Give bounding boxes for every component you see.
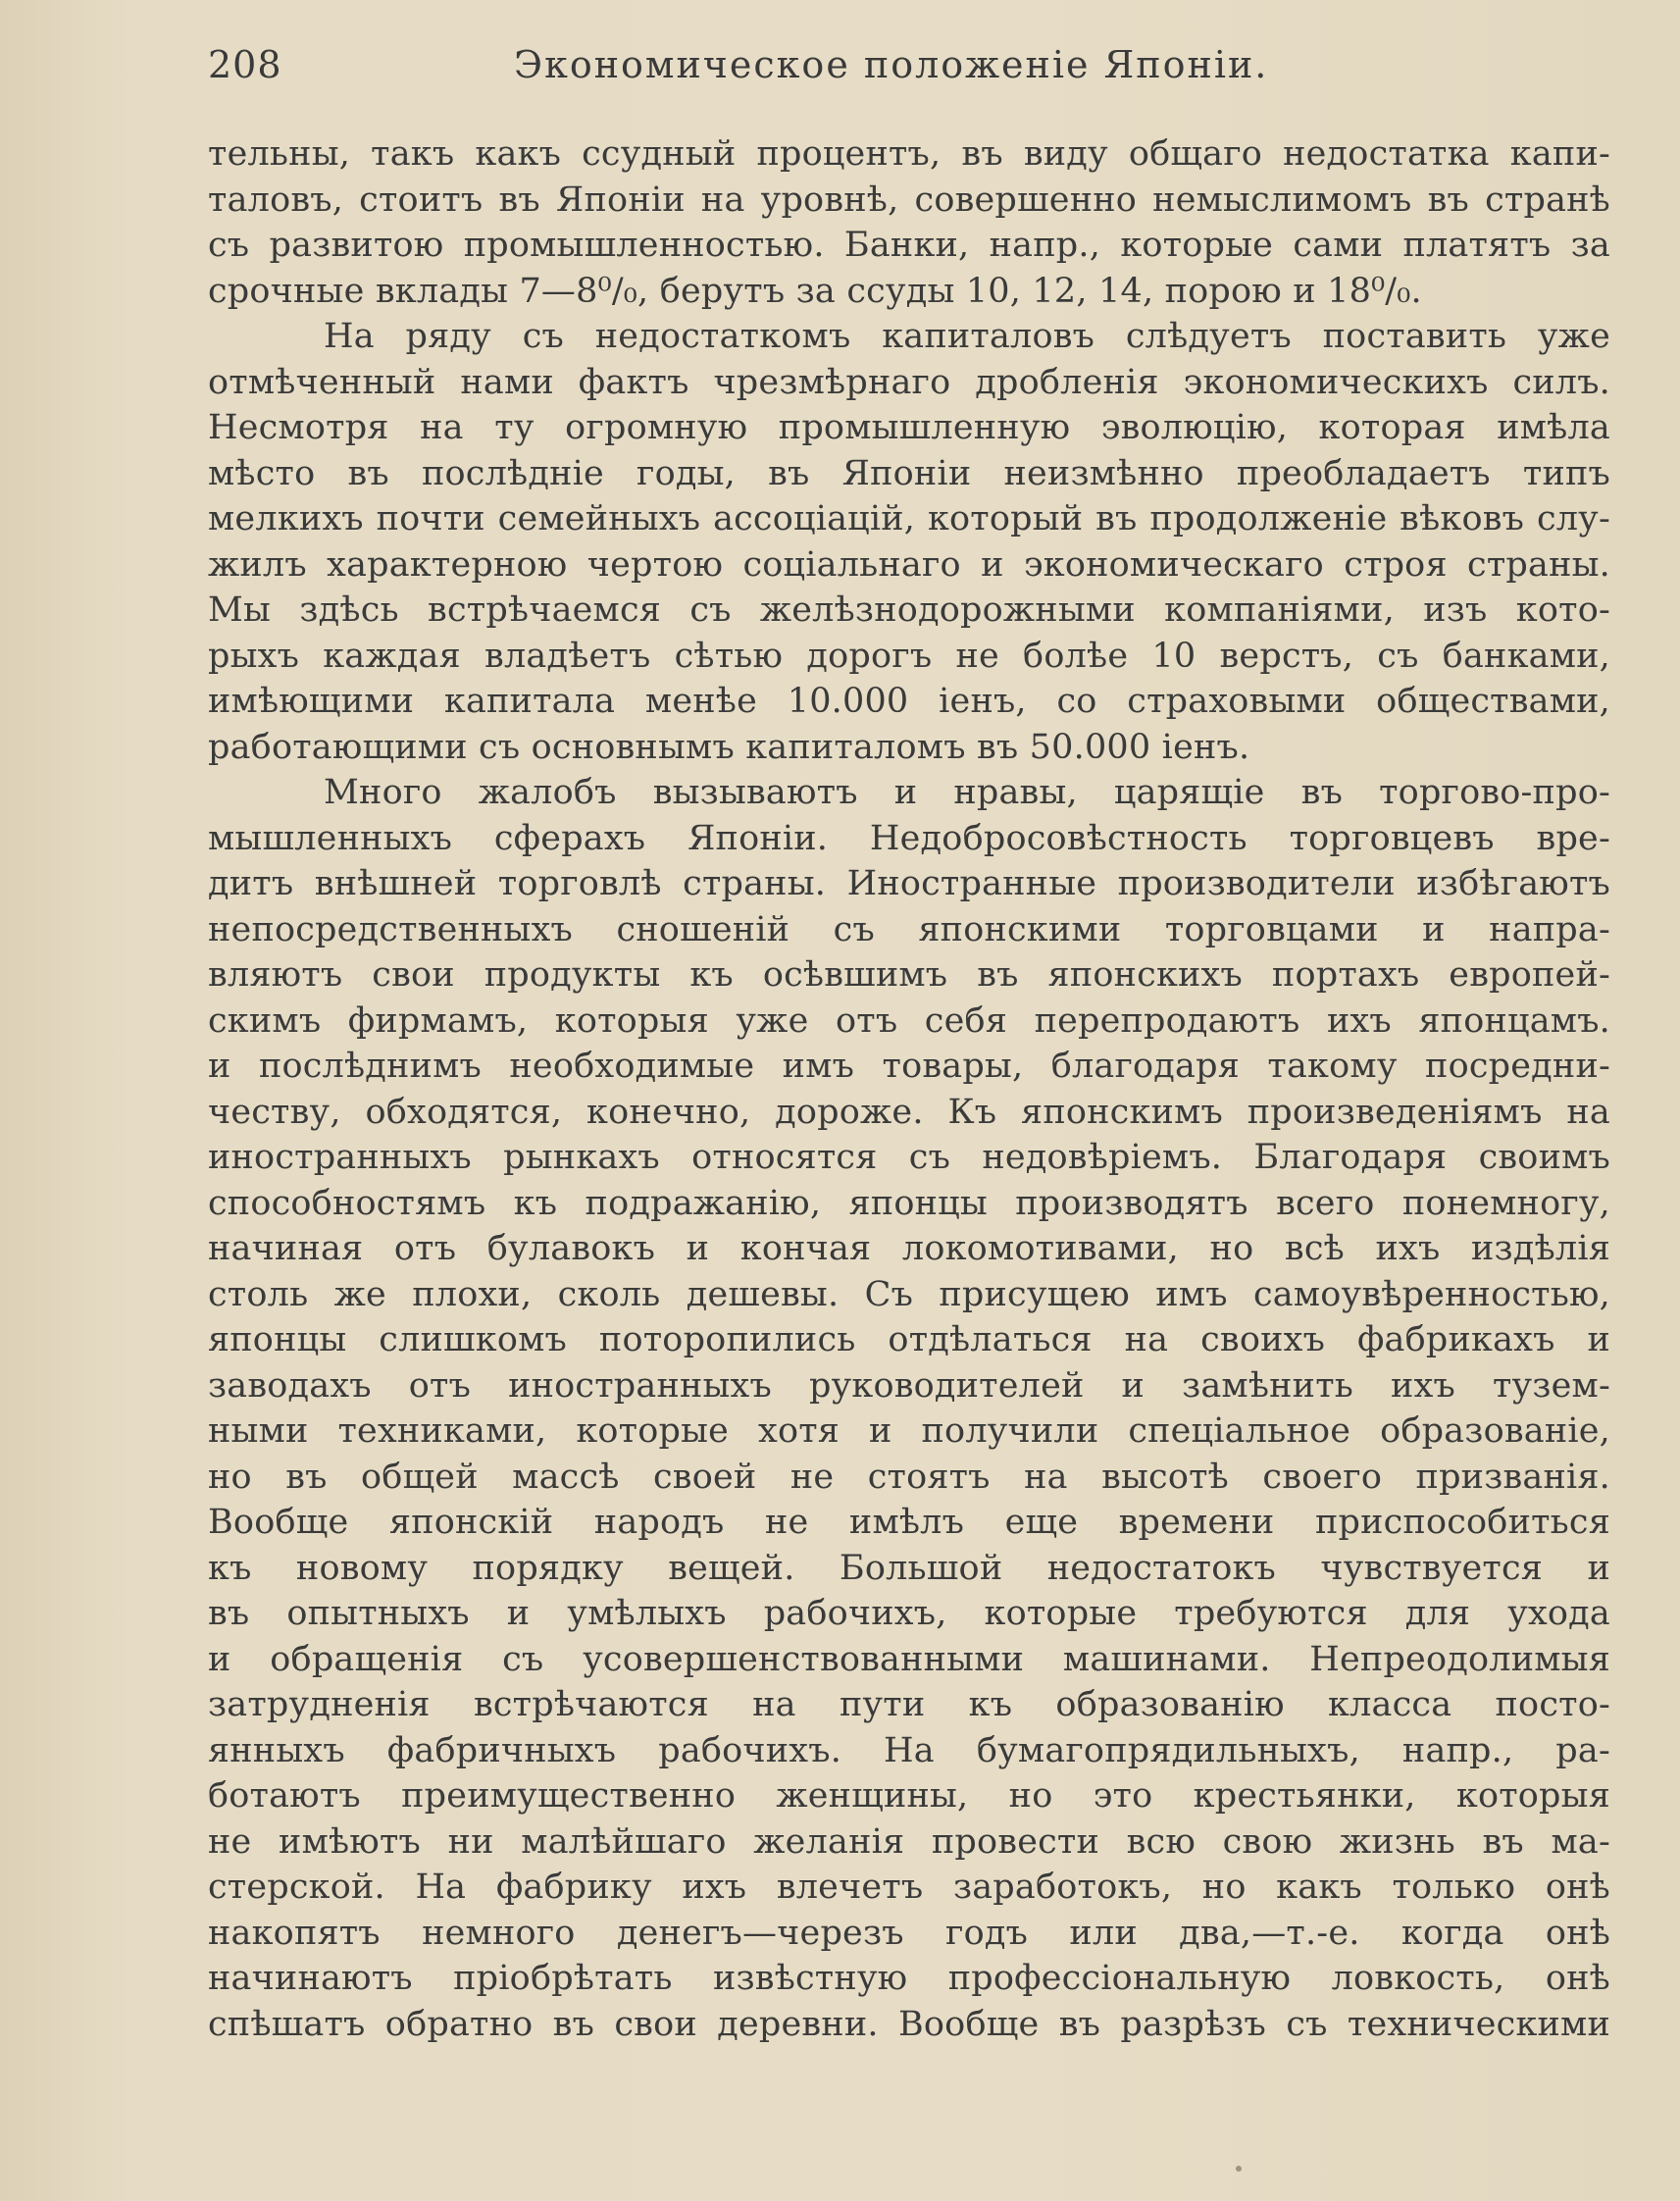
text-line: начиная отъ булавокъ и кончая локомотивами, но всѣ ихъ издѣлія [208,1229,1610,1268]
text-line: начинаютъ пріобрѣтать извѣстную профессіональную ловкость, онѣ [208,1959,1610,1998]
text-line: На ряду съ недостаткомъ капиталовъ слѣдуетъ поставить уже [324,317,1610,356]
text-line: съ развитою промышленностью. Банки, напр., которые сами платятъ за [208,226,1610,265]
text-line: и послѣднимъ необходимые имъ товары, благодаря такому посредни- [208,1047,1610,1086]
text-line: стерской. На фабрику ихъ влечетъ заработокъ, но какъ только онѣ [208,1868,1610,1907]
text-line: отмѣченный нами фактъ чрезмѣрнаго дробленія экономическихъ силъ. [208,362,1610,402]
text-line: жилъ характерною чертою соціальнаго и экономическаго строя страны. [208,544,1610,585]
body-text [208,131,1610,2047]
text-line: накопятъ немного денегъ—черезъ годъ или два,—т.-е. когда онѣ [208,1913,1610,1953]
text-line: не имѣютъ ни малѣйшаго желанія провести всю свою жизнь въ ма- [208,1821,1610,1862]
text-line: непосредственныхъ сношеній съ японскими торговцами и напра- [208,909,1610,949]
text-line: работающими съ основнымъ капиталомъ въ 50.000 іенъ. [208,727,1250,767]
text-line: мелкихъ почти семейныхъ ассоціацій, который въ продолженіе вѣковъ слу- [208,499,1610,538]
text-line: но въ общей массѣ своей не стоятъ на высотѣ своего призванія. [208,1457,1610,1497]
text-line: способностямъ къ подражанію, японцы производятъ всего понемногу, [208,1183,1610,1223]
text-line: къ новому порядку вещей. Большой недостатокъ чувствуется и [208,1548,1610,1588]
text-line: тельны, такъ какъ ссудный процентъ, въ виду общаго недостатка капи- [208,134,1610,174]
running-title: Экономическое положеніе Японіи. [514,43,1269,86]
ink-spot [1236,2166,1242,2172]
text-line: Вообще японскій народъ не имѣлъ еще времени приспособиться [208,1503,1610,1542]
text-line: имѣющими капитала менѣе 10.000 іенъ, со страховыми обществами, [208,682,1610,721]
text-line: и обращенія съ усовершенствованными машинами. Непреодолимыя [208,1639,1610,1679]
text-line: мѣсто въ послѣдніе годы, въ Японіи неизмѣнно преобладаетъ типъ [208,453,1610,493]
page-header [208,43,1610,102]
text-line: срочные вклады 7—8⁰/₀, берутъ за ссуды 10, 12, 14, порою и 18⁰/₀. [208,271,1422,311]
text-line: японцы слишкомъ поторопились отдѣлаться на своихъ фабрикахъ и [208,1320,1610,1359]
text-line: затрудненія встрѣчаются на пути къ образованію класса посто- [208,1685,1610,1724]
text-line: честву, обходятся, конечно, дороже. Къ японскимъ произведеніямъ на [208,1092,1610,1132]
text-line: въ опытныхъ и умѣлыхъ рабочихъ, которые требуются для ухода [208,1594,1610,1633]
text-line: скимъ фирмамъ, которыя уже отъ себя перепродаютъ ихъ японцамъ. [208,1000,1610,1041]
text-line: Несмотря на ту огромную промышленную эволюцію, которая имѣла [208,408,1610,447]
text-line: янныхъ фабричныхъ рабочихъ. На бумагопрядильныхъ, напр., ра- [208,1730,1610,1770]
text-line: рыхъ каждая владѣетъ сѣтью дорогъ не болѣе 10 верстъ, съ банками, [208,636,1610,676]
text-line: ботаютъ преимущественно женщины, но это крестьянки, которыя [208,1776,1610,1816]
text-line: заводахъ отъ иностранныхъ руководителей и замѣнить ихъ тузем- [208,1365,1610,1406]
text-line: иностранныхъ рынкахъ относятся съ недовѣріемъ. Благодаря своимъ [208,1138,1610,1177]
text-line: Мы здѣсь встрѣчаемся съ желѣзнодорожными компаніями, изъ кото- [208,590,1610,630]
page-number: 208 [208,43,282,86]
text-line: таловъ, стоитъ въ Японіи на уровнѣ, совершенно немыслимомъ въ странѣ [208,179,1610,220]
text-line: спѣшатъ обратно въ свои деревни. Вообще въ разрѣзъ съ техническими [208,2004,1610,2044]
text-line: вляютъ свои продукты къ осѣвшимъ въ японскихъ портахъ европей- [208,955,1610,995]
text-line: столь же плохи, сколь дешевы. Съ присущею имъ самоувѣренностью, [208,1274,1610,1314]
text-line: ными техниками, которые хотя и получили спеціальное образованіе, [208,1411,1610,1451]
text-line: Много жалобъ вызываютъ и нравы, царящіе въ торгово-про- [324,773,1610,812]
text-line: дитъ внѣшней торговлѣ страны. Иностранные производители избѣгаютъ [208,864,1610,903]
text-line: мышленныхъ сферахъ Японіи. Недобросовѣстность торговцевъ вре- [208,818,1610,858]
